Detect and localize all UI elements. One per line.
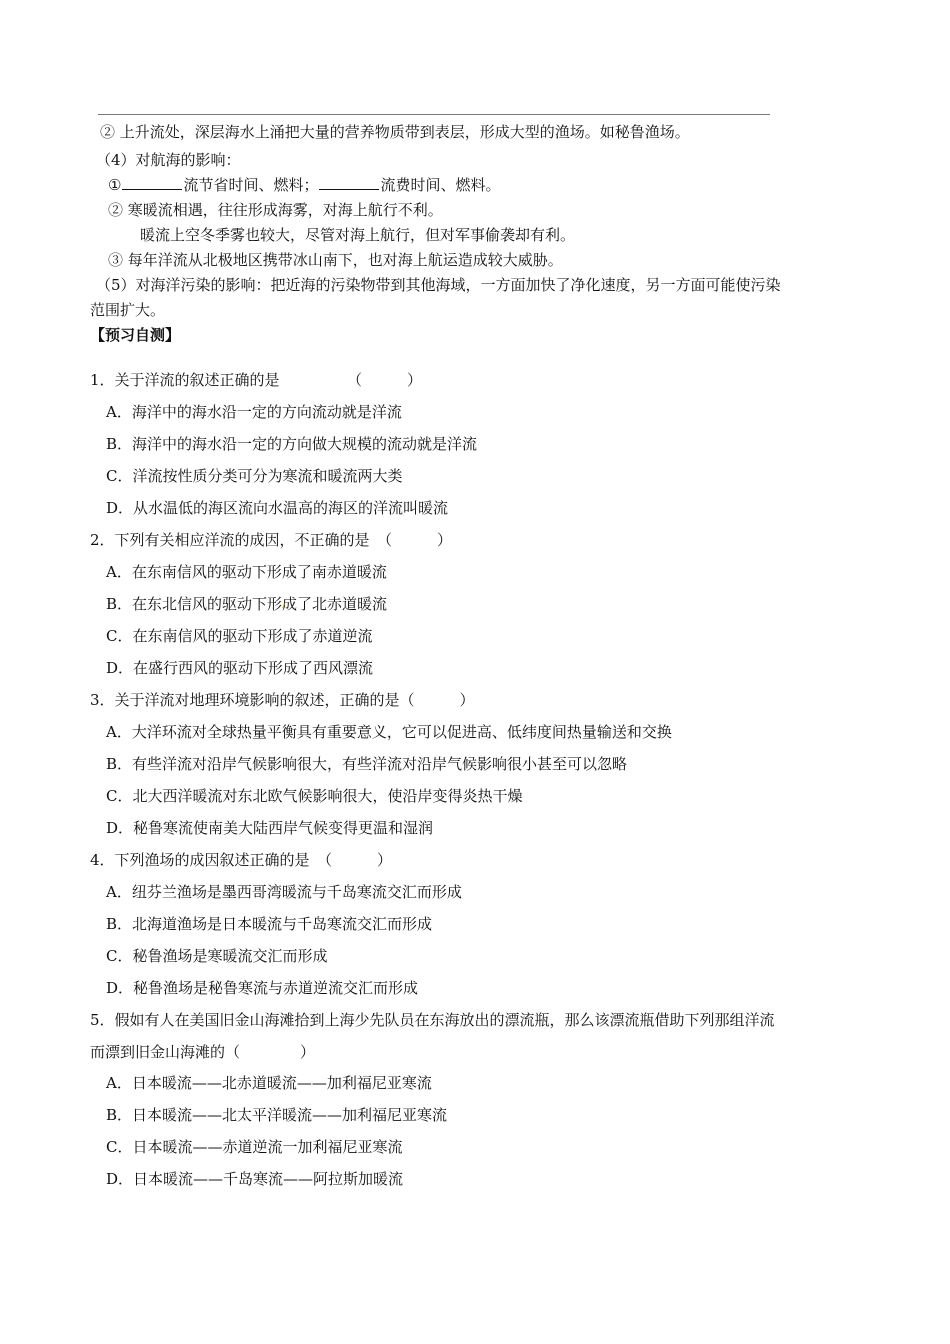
question-3-option-c: C．北大西洋暖流对东北欧气候影响很大，使沿岸变得炎热干燥: [106, 787, 523, 805]
navigation-heading: （4）对航海的影响：: [96, 151, 241, 169]
answer-blank-2[interactable]: [319, 175, 379, 190]
question-1-option-b: B．海洋中的海水沿一定的方向做大规模的流动就是洋流: [106, 435, 478, 453]
question-5-option-d: D．日本暖流——千岛寒流——阿拉斯加暖流: [106, 1170, 404, 1188]
question-1-option-d: D．从水温低的海区流向水温高的海区的洋流叫暖流: [106, 499, 449, 517]
question-3-option-d: D．秘鲁寒流使南美大陆西岸气候变得更温和湿润: [106, 819, 434, 837]
question-5-stem: 5．假如有人在美国旧金山海滩拾到上海少先队员在东海放出的漂流瓶，那么该漂流瓶借助下列那组洋流: [90, 1011, 775, 1029]
item-1-text-a: 流节省时间、燃料；: [183, 176, 319, 194]
navigation-item-3: ③ 每年洋流从北极地区携带冰山南下，也对海上航运造成较大威胁。: [108, 251, 563, 269]
question-5-option-a: A．日本暖流——北赤道暖流——加利福尼亚寒流: [106, 1074, 432, 1092]
question-1-option-c: C．洋流按性质分类可分为寒流和暖流两大类: [106, 467, 403, 485]
answer-blank-1[interactable]: [122, 175, 182, 190]
question-3-option-a: A．大洋环流对全球热量平衡具有重要意义，它可以促进高、低纬度间热量输送和交换: [106, 723, 672, 741]
pollution-line-1: （5）对海洋污染的影响：把近海的污染物带到其他海域，一方面加快了净化速度，另一方面可能使污染: [96, 276, 781, 294]
question-5-option-b: B．日本暖流——北太平洋暖流——加利福尼亚寒流: [106, 1106, 448, 1124]
question-2-option-a: A．在东南信风的驱动下形成了南赤道暖流: [106, 563, 387, 581]
question-5-stem-cont: 而漂到旧金山海滩的（ ）: [90, 1043, 316, 1061]
section-title: 【预习自测】: [90, 326, 181, 344]
navigation-item-2-cont: 暖流上空冬季雾也较大，尽管对海上航行，但对军事偷袭却有利。: [140, 226, 576, 244]
question-4-stem: 4．下列渔场的成因叙述正确的是 （ ）: [90, 851, 393, 869]
question-2-option-b: B．在东北信风的驱动下形成了北赤道暖流: [106, 595, 388, 613]
header-rule: [98, 114, 770, 115]
question-1-stem: 1．关于洋流的叙述正确的是 （ ）: [90, 371, 423, 389]
question-2-option-d: D．在盛行西风的驱动下形成了西风漂流: [106, 659, 374, 677]
question-3-stem: 3．关于洋流对地理环境影响的叙述，正确的是（ ）: [90, 691, 475, 709]
question-4-option-b: B．北海道渔场是日本暖流与千岛寒流交汇而形成: [106, 915, 433, 933]
question-4-option-c: C．秘鲁渔场是寒暖流交汇而形成: [106, 947, 328, 965]
question-4-option-a: A．纽芬兰渔场是墨西哥湾暖流与千岛寒流交汇而形成: [106, 883, 462, 901]
upwelling-text: ② 上升流处，深层海水上涌把大量的营养物质带到表层，形成大型的渔场。如秘鲁渔场。: [100, 123, 690, 141]
question-4-option-d: D．秘鲁渔场是秘鲁寒流与赤道逆流交汇而形成: [106, 979, 419, 997]
item-1-number: ①: [108, 176, 122, 194]
navigation-item-1: [108, 175, 500, 195]
navigation-item-2: ② 寒暖流相遇，往往形成海雾，对海上航行不利。: [108, 201, 443, 219]
item-1-text-b: 流费时间、燃料。: [380, 176, 501, 194]
question-3-option-b: B．有些洋流对沿岸气候影响很大，有些洋流对沿岸气候影响很小甚至可以忽略: [106, 755, 628, 773]
question-5-option-c: C．日本暖流——赤道逆流一加利福尼亚寒流: [106, 1138, 403, 1156]
question-2-stem: 2．下列有关相应洋流的成因，不正确的是 （ ）: [90, 531, 453, 549]
question-1-option-a: A．海洋中的海水沿一定的方向流动就是洋流: [106, 403, 402, 421]
pollution-line-2: 范围扩大。: [90, 301, 166, 319]
question-2-option-c: C．在东南信风的驱动下形成了赤道逆流: [106, 627, 373, 645]
